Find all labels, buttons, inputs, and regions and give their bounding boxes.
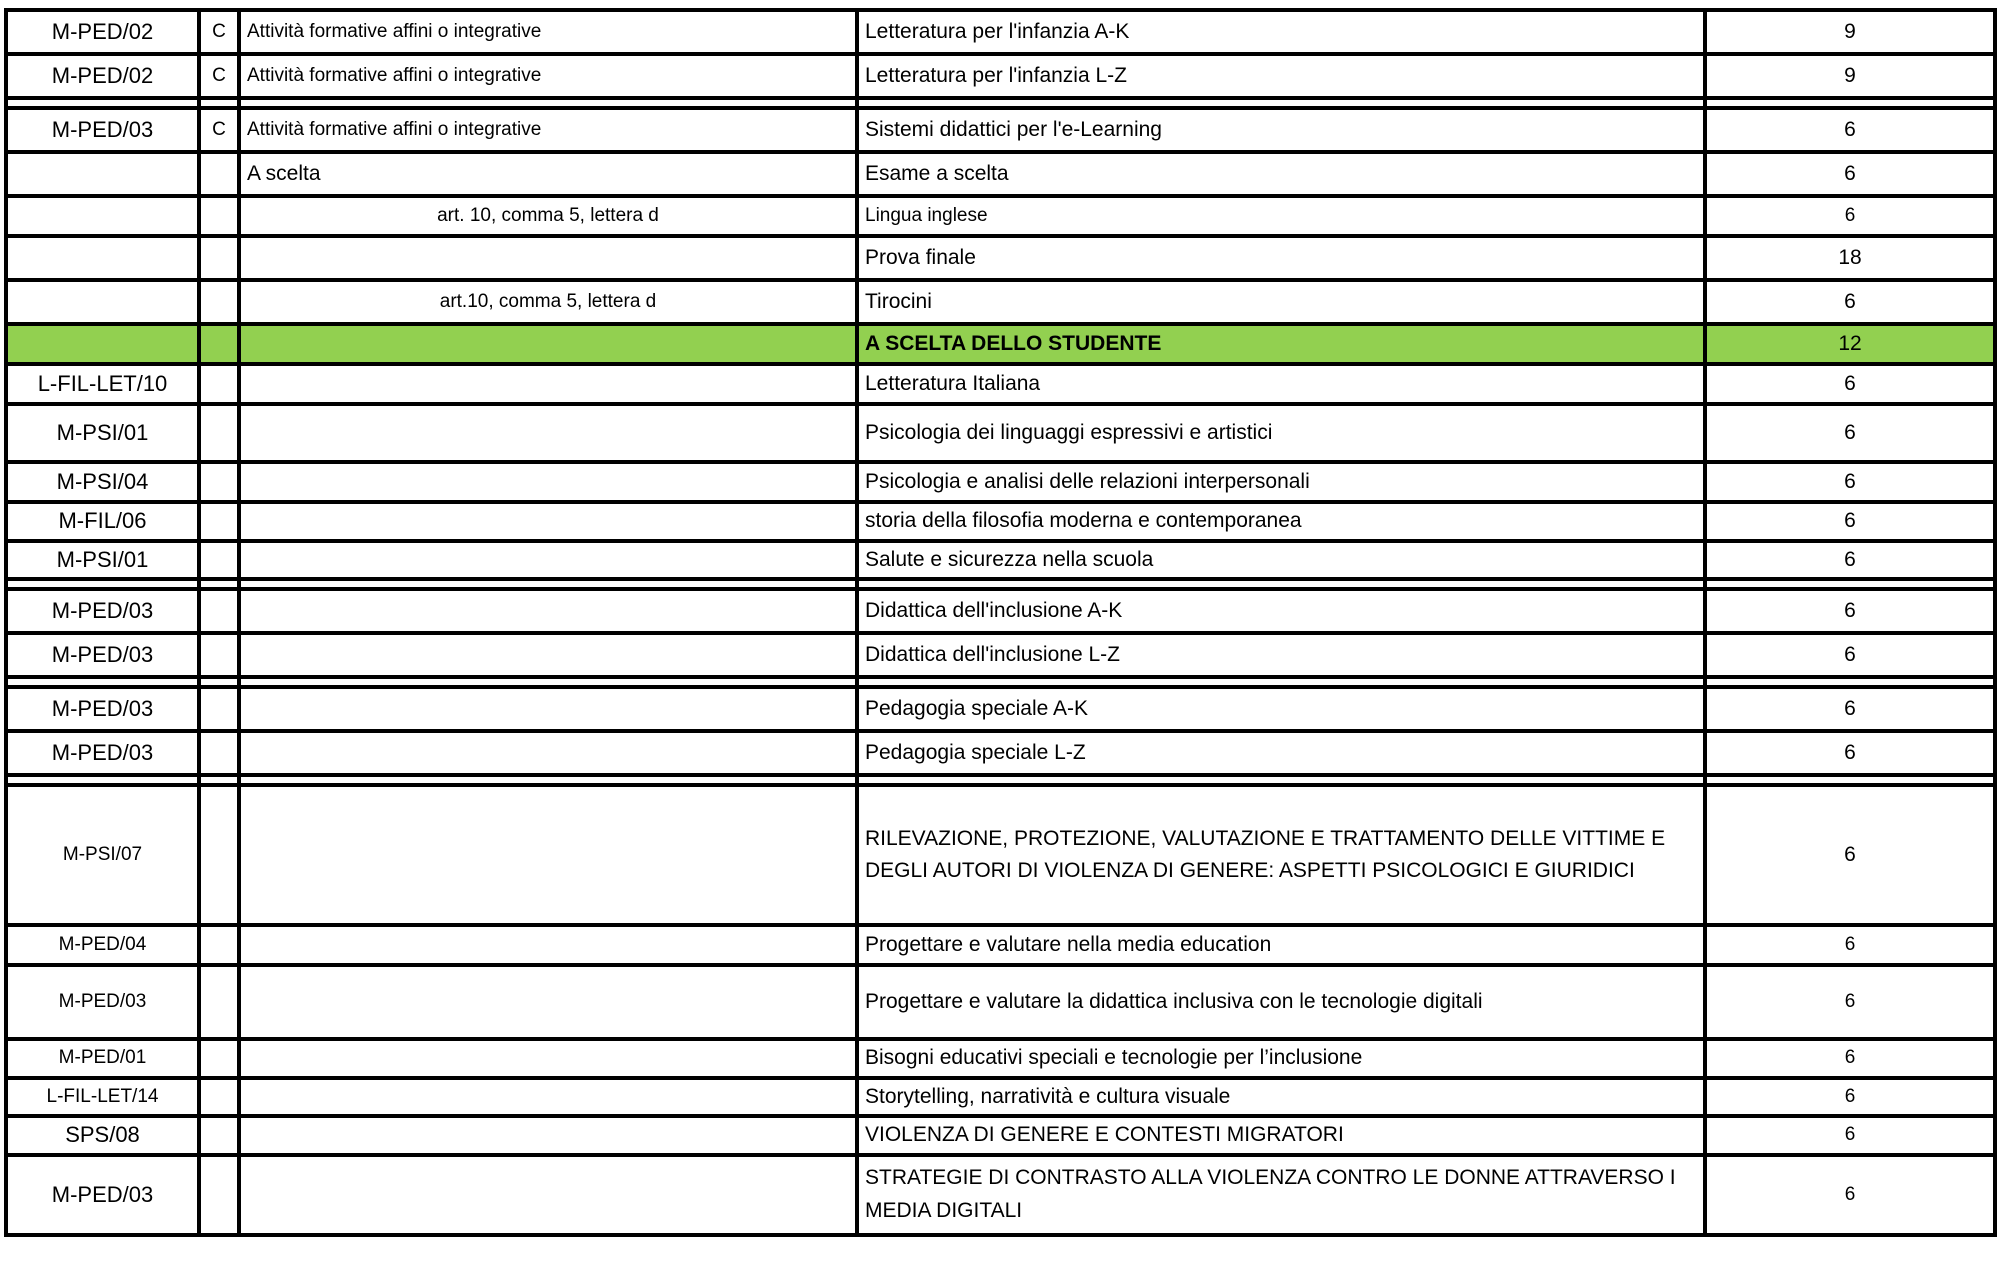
activity-flag-cell — [199, 462, 239, 502]
course-code-cell — [6, 196, 199, 236]
activity-type-cell — [239, 324, 857, 364]
activity-flag-cell — [199, 196, 239, 236]
course-code-cell: M-PED/03 — [6, 108, 199, 152]
course-code-cell — [6, 236, 199, 280]
activity-flag-cell — [199, 1155, 239, 1235]
course-row — [6, 1039, 1995, 1078]
spacer-row — [6, 98, 1995, 108]
course-row — [6, 462, 1995, 502]
course-name-cell: RILEVAZIONE, PROTEZIONE, VALUTAZIONE E TRATTAMENTO DELLE VITTIME E DEGLI AUTORI DI VIOLENZA DI GENERE: ASPETTI PSICOLOGICI E GIURIDICI — [857, 785, 1705, 925]
activity-flag-cell — [199, 236, 239, 280]
credits-cell: 6 — [1705, 925, 1995, 965]
activity-type-cell — [239, 1078, 857, 1117]
activity-type-cell — [239, 541, 857, 580]
course-name-cell: Salute e sicurezza nella scuola — [857, 541, 1705, 580]
credits-cell: 6 — [1705, 687, 1995, 731]
credits-cell: 6 — [1705, 1039, 1995, 1078]
credits-cell: 18 — [1705, 236, 1995, 280]
activity-type-cell — [239, 925, 857, 965]
course-row — [6, 687, 1995, 731]
activity-flag-cell — [199, 404, 239, 462]
activity-type-cell — [239, 462, 857, 502]
course-code-cell: M-PED/03 — [6, 687, 199, 731]
activity-type-cell: art. 10, comma 5, lettera d — [239, 196, 857, 236]
course-row — [6, 633, 1995, 677]
course-name-cell: Letteratura per l'infanzia L-Z — [857, 54, 1705, 98]
course-code-cell: M-FIL/06 — [6, 502, 199, 541]
activity-flag-cell — [199, 633, 239, 677]
activity-type-cell — [239, 1155, 857, 1235]
activity-flag-cell — [199, 541, 239, 580]
course-code-cell: M-PED/03 — [6, 1155, 199, 1235]
course-name-cell: VIOLENZA DI GENERE E CONTESTI MIGRATORI — [857, 1116, 1705, 1155]
activity-type-cell — [239, 589, 857, 633]
course-code-cell: M-PED/03 — [6, 589, 199, 633]
credits-cell: 6 — [1705, 196, 1995, 236]
credits-cell: 9 — [1705, 54, 1995, 98]
course-row — [6, 404, 1995, 462]
activity-type-cell: art.10, comma 5, lettera d — [239, 280, 857, 324]
course-name-cell: A SCELTA DELLO STUDENTE — [857, 324, 1705, 364]
activity-flag-cell — [199, 280, 239, 324]
course-code-cell: L-FIL-LET/10 — [6, 364, 199, 404]
course-name-cell: Prova finale — [857, 236, 1705, 280]
activity-flag-cell — [199, 152, 239, 196]
course-row — [6, 10, 1995, 54]
activity-type-cell — [239, 236, 857, 280]
credits-cell: 6 — [1705, 785, 1995, 925]
activity-flag-cell — [199, 965, 239, 1039]
activity-flag-cell — [199, 925, 239, 965]
course-row — [6, 152, 1995, 196]
course-code-cell: SPS/08 — [6, 1116, 199, 1155]
activity-type-cell: Attività formative affini o integrative — [239, 54, 857, 98]
course-table — [4, 8, 1997, 1237]
activity-flag-cell — [199, 502, 239, 541]
course-name-cell: Psicologia dei linguaggi espressivi e artistici — [857, 404, 1705, 462]
course-name-cell: Pedagogia speciale A-K — [857, 687, 1705, 731]
course-code-cell: M-PED/01 — [6, 1039, 199, 1078]
course-row — [6, 925, 1995, 965]
course-name-cell: Storytelling, narratività e cultura visuale — [857, 1078, 1705, 1117]
course-code-cell: M-PED/02 — [6, 10, 199, 54]
course-row — [6, 196, 1995, 236]
course-code-cell: M-PSI/01 — [6, 541, 199, 580]
course-code-cell: M-PSI/01 — [6, 404, 199, 462]
course-name-cell: Progettare e valutare nella media education — [857, 925, 1705, 965]
credits-cell: 6 — [1705, 1116, 1995, 1155]
course-code-cell: L-FIL-LET/14 — [6, 1078, 199, 1117]
activity-flag-cell — [199, 731, 239, 775]
course-name-cell: STRATEGIE DI CONTRASTO ALLA VIOLENZA CONTRO LE DONNE ATTRAVERSO I MEDIA DIGITALI — [857, 1155, 1705, 1235]
activity-type-cell — [239, 1116, 857, 1155]
course-row — [6, 236, 1995, 280]
course-name-cell: Didattica dell'inclusione A-K — [857, 589, 1705, 633]
credits-cell: 6 — [1705, 502, 1995, 541]
course-name-cell: Lingua inglese — [857, 196, 1705, 236]
course-name-cell: Progettare e valutare la didattica inclusiva con le tecnologie digitali — [857, 965, 1705, 1039]
course-code-cell: M-PED/03 — [6, 633, 199, 677]
course-code-cell: M-PED/03 — [6, 731, 199, 775]
credits-cell: 12 — [1705, 324, 1995, 364]
activity-flag-cell — [199, 785, 239, 925]
course-row — [6, 502, 1995, 541]
elective-highlight-row — [6, 324, 1995, 364]
credits-cell: 6 — [1705, 108, 1995, 152]
course-name-cell: Esame a scelta — [857, 152, 1705, 196]
credits-cell: 6 — [1705, 541, 1995, 580]
credits-cell: 6 — [1705, 965, 1995, 1039]
course-row — [6, 364, 1995, 404]
activity-type-cell — [239, 364, 857, 404]
activity-type-cell — [239, 1039, 857, 1078]
activity-flag-cell — [199, 364, 239, 404]
activity-type-cell: Attività formative affini o integrative — [239, 108, 857, 152]
course-code-cell — [6, 280, 199, 324]
course-row — [6, 731, 1995, 775]
credits-cell: 9 — [1705, 10, 1995, 54]
course-name-cell: Tirocini — [857, 280, 1705, 324]
activity-type-cell — [239, 785, 857, 925]
activity-type-cell — [239, 404, 857, 462]
course-row — [6, 541, 1995, 580]
activity-type-cell — [239, 633, 857, 677]
credits-cell: 6 — [1705, 364, 1995, 404]
course-row — [6, 785, 1995, 925]
credits-cell: 6 — [1705, 280, 1995, 324]
course-row — [6, 965, 1995, 1039]
course-name-cell: Letteratura Italiana — [857, 364, 1705, 404]
activity-flag-cell: C — [199, 10, 239, 54]
activity-flag-cell: C — [199, 108, 239, 152]
activity-flag-cell — [199, 1039, 239, 1078]
activity-type-cell — [239, 502, 857, 541]
activity-flag-cell — [199, 687, 239, 731]
spacer-row — [6, 579, 1995, 589]
credits-cell: 6 — [1705, 404, 1995, 462]
course-row — [6, 280, 1995, 324]
course-row — [6, 1155, 1995, 1235]
course-code-cell: M-PSI/07 — [6, 785, 199, 925]
activity-type-cell: A scelta — [239, 152, 857, 196]
course-code-cell: M-PED/02 — [6, 54, 199, 98]
course-name-cell: storia della filosofia moderna e contemporanea — [857, 502, 1705, 541]
activity-flag-cell: C — [199, 54, 239, 98]
activity-type-cell — [239, 965, 857, 1039]
course-name-cell: Pedagogia speciale L-Z — [857, 731, 1705, 775]
course-row — [6, 1116, 1995, 1155]
credits-cell: 6 — [1705, 152, 1995, 196]
course-code-cell — [6, 324, 199, 364]
activity-type-cell: Attività formative affini o integrative — [239, 10, 857, 54]
activity-flag-cell — [199, 1078, 239, 1117]
spacer-row — [6, 677, 1995, 687]
credits-cell: 6 — [1705, 731, 1995, 775]
activity-flag-cell — [199, 1116, 239, 1155]
credits-cell: 6 — [1705, 1155, 1995, 1235]
course-name-cell: Didattica dell'inclusione L-Z — [857, 633, 1705, 677]
credits-cell: 6 — [1705, 589, 1995, 633]
course-code-cell: M-PED/03 — [6, 965, 199, 1039]
course-name-cell: Letteratura per l'infanzia A-K — [857, 10, 1705, 54]
course-name-cell: Psicologia e analisi delle relazioni interpersonali — [857, 462, 1705, 502]
credits-cell: 6 — [1705, 633, 1995, 677]
course-name-cell: Sistemi didattici per l'e-Learning — [857, 108, 1705, 152]
course-row — [6, 1078, 1995, 1117]
credits-cell: 6 — [1705, 462, 1995, 502]
spacer-row — [6, 775, 1995, 785]
activity-type-cell — [239, 687, 857, 731]
course-row — [6, 54, 1995, 98]
course-code-cell: M-PED/04 — [6, 925, 199, 965]
activity-flag-cell — [199, 589, 239, 633]
course-row — [6, 589, 1995, 633]
course-name-cell: Bisogni educativi speciali e tecnologie per l’inclusione — [857, 1039, 1705, 1078]
credits-cell: 6 — [1705, 1078, 1995, 1117]
activity-type-cell — [239, 731, 857, 775]
activity-flag-cell — [199, 324, 239, 364]
course-row — [6, 108, 1995, 152]
course-code-cell — [6, 152, 199, 196]
course-code-cell: M-PSI/04 — [6, 462, 199, 502]
